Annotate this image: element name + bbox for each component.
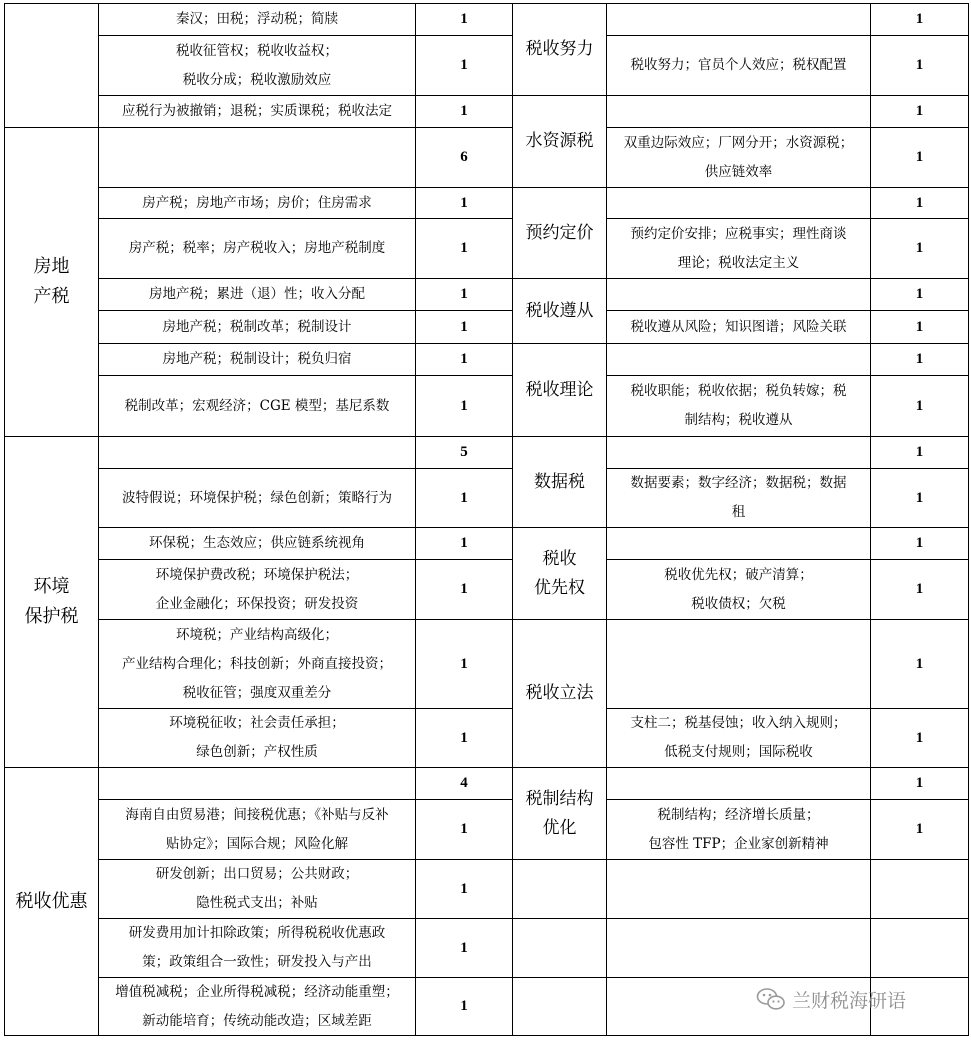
- left-keyword-cell: [99, 128, 415, 187]
- left-keyword-cell: 房地产税；税制改革；税制设计: [162, 318, 352, 335]
- right-category-cell: 税收努力: [525, 39, 594, 59]
- left-count-cell: 1: [460, 729, 468, 746]
- right-count-cell: 1: [915, 729, 924, 746]
- left-count-cell: 1: [460, 397, 468, 414]
- left-category-cell: 税收优惠: [15, 890, 88, 912]
- right-count-cell: 1: [915, 149, 924, 165]
- left-count-cell: 4: [460, 775, 468, 791]
- right-category-cell: 预约定价: [525, 222, 594, 243]
- right-keyword-cell: [607, 528, 870, 559]
- left-count-cell: 1: [460, 240, 468, 256]
- right-count-cell: 1: [915, 286, 924, 302]
- right-category-cell: 税收理论: [525, 379, 594, 400]
- right-category-cell: 水资源税: [525, 131, 594, 151]
- left-keyword-cell: 税制改革；宏观经济；CGE 模型；基尼系数: [124, 397, 390, 414]
- left-keyword-cell: 税收征管权；税收收益权； 税收分成；税收激励效应: [176, 42, 338, 88]
- left-keyword-cell: 应税行为被撤销；退税；实质课税；税收法定: [122, 103, 392, 119]
- right-count-cell: 1: [915, 194, 924, 211]
- right-keyword-cell: 税收遵从风险；知识图谱；风险关联: [630, 318, 847, 335]
- right-category-cell: 税收立法: [525, 683, 594, 703]
- right-count-cell: 1: [915, 240, 924, 256]
- right-count-cell: 1: [915, 318, 924, 335]
- left-keyword-cell: 环境税；产业结构高级化； 产业结构合理化；科技创新；外商直接投资； 税收征管；强度双重差分: [122, 626, 392, 701]
- right-count-cell: 1: [915, 351, 924, 367]
- left-count-cell: 1: [460, 998, 468, 1014]
- right-keyword-cell: [607, 768, 870, 799]
- left-category-cell: 房地 产税: [33, 256, 70, 307]
- right-keyword-cell: 预约定价安排；应税事实；理性商谈 理论；税收法定主义: [630, 225, 847, 271]
- left-keyword-cell: 秦汉；田税；浮动税；简牍: [176, 11, 338, 27]
- right-keyword-cell: 税收优先权；破产清算； 税收债权；欠税: [664, 566, 813, 612]
- left-count-cell: 1: [460, 194, 468, 211]
- right-count-cell: 1: [915, 57, 924, 73]
- right-category-cell: 税制结构 优化: [525, 788, 594, 838]
- left-count-cell: 1: [460, 103, 468, 119]
- right-keyword-cell: [607, 4, 870, 35]
- left-count-cell: 1: [460, 286, 468, 302]
- right-keyword-cell: [607, 188, 870, 218]
- left-count-cell: 1: [460, 939, 468, 956]
- right-count-cell: 1: [915, 775, 924, 791]
- left-count-cell: 1: [460, 57, 468, 73]
- left-category-cell: 环境 保护税: [24, 576, 79, 627]
- left-count-cell: 1: [460, 318, 468, 335]
- left-keyword-cell: 房产税；税率；房产税收入；房地产税制度: [128, 240, 386, 256]
- right-keyword-cell: 税制结构；经济增长质量； 包容性 TFP；企业家创新精神: [648, 806, 829, 852]
- wechat-icon: [756, 987, 786, 1011]
- right-category-cell: 数据税: [534, 471, 585, 492]
- watermark-text: 兰财税海研语: [792, 989, 907, 1012]
- left-count-cell: 6: [460, 149, 468, 165]
- watermark: [756, 982, 956, 1016]
- right-count-cell: 1: [915, 444, 924, 460]
- left-count-cell: 1: [460, 655, 468, 672]
- left-keyword-cell: 环境税征收；社会责任承担； 绿色创新；产权性质: [169, 715, 345, 760]
- right-count-cell: 1: [915, 11, 924, 27]
- left-category-cell: [5, 4, 98, 127]
- right-count-cell: 1: [915, 489, 924, 506]
- right-keyword-cell: [607, 96, 870, 127]
- left-count-cell: 1: [460, 351, 468, 367]
- right-keyword-cell: 支柱二；税基侵蚀；收入纳入规则； 低税支付规则；国际税收: [630, 715, 847, 760]
- left-count-cell: 5: [460, 444, 468, 460]
- right-keyword-cell: 双重边际效应；厂网分开；水资源税； 供应链效率: [623, 134, 854, 180]
- right-keyword-cell: [607, 279, 870, 310]
- right-keyword-cell: 数据要素；数字经济；数据税；数据 租: [630, 475, 847, 520]
- left-keyword-cell: 房地产税；税制设计；税负归宿: [162, 351, 352, 367]
- left-keyword-cell: 增值税减税；企业所得税减税；经济动能重塑； 新动能培育；传统动能改造；区域差距: [115, 983, 399, 1029]
- left-keyword-cell: 波特假说；环境保护税；绿色创新；策略行为: [122, 489, 392, 506]
- left-count-cell: 1: [460, 880, 468, 897]
- left-keyword-cell: 研发创新；出口贸易；公共财政； 隐性税式支出；补贴: [155, 866, 359, 911]
- right-keyword-cell: [607, 344, 870, 375]
- right-count-cell: 1: [915, 821, 924, 837]
- left-keyword-cell: [99, 768, 415, 799]
- right-count-cell: 1: [915, 535, 924, 551]
- right-count-cell: 1: [915, 103, 924, 119]
- left-keyword-cell: 环保税；生态效应；供应链系统视角: [149, 535, 365, 551]
- left-count-cell: 1: [460, 11, 468, 27]
- right-keyword-cell: [607, 620, 870, 708]
- right-category-cell: 税收 优先权: [534, 548, 585, 598]
- left-count-cell: 1: [460, 821, 468, 837]
- left-keyword-cell: [99, 437, 415, 468]
- right-count-cell: 1: [915, 581, 924, 597]
- left-keyword-cell: 研发费用加计扣除政策；所得税税收优惠政 策；政策组合一致性；研发投入与产出: [128, 925, 386, 970]
- right-count-cell: 1: [915, 655, 924, 672]
- right-count-cell: 1: [915, 397, 924, 414]
- left-keyword-cell: 房产税；房地产市场；房价；住房需求: [142, 194, 372, 211]
- right-keyword-cell: 税收努力；官员个人效应；税权配置: [630, 57, 847, 73]
- right-category-cell: 税收遵从: [525, 300, 594, 321]
- left-count-cell: 1: [460, 535, 468, 551]
- right-keyword-cell: 税收职能；税收依据；税负转嫁；税 制结构；税收遵从: [630, 383, 847, 428]
- left-count-cell: 1: [460, 489, 468, 506]
- left-keyword-cell: 房地产税；累进（退）性；收入分配: [149, 286, 365, 302]
- right-keyword-cell: [607, 437, 870, 468]
- left-keyword-cell: 环境保护费改税；环境保护税法； 企业金融化；环保投资；研发投资: [155, 566, 359, 612]
- left-keyword-cell: 海南自由贸易港；间接税优惠；《补贴与反补 贴协定》；国际合规；风险化解: [125, 806, 389, 852]
- left-count-cell: 1: [460, 581, 468, 597]
